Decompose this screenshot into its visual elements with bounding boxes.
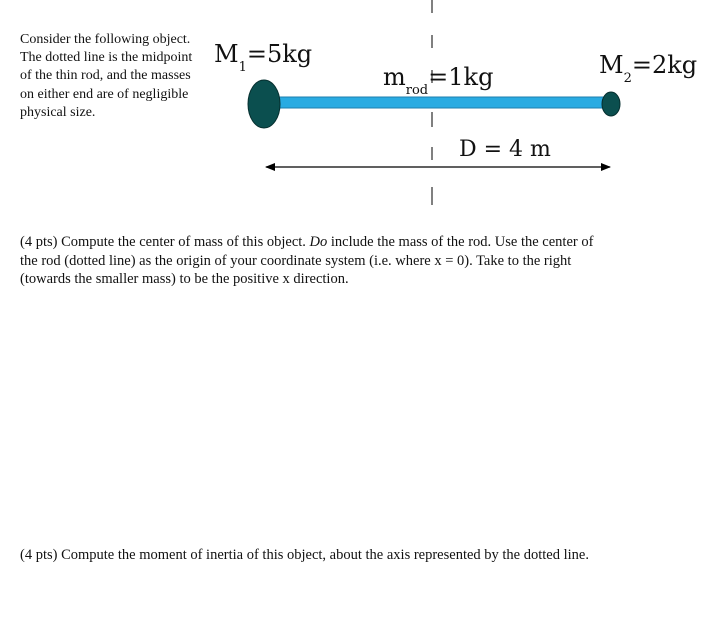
q1-emphasis: Do — [309, 234, 328, 250]
rod-mass-label — [383, 63, 494, 98]
mass-m1-value: =5kg — [246, 40, 313, 68]
question-moment-of-inertia: (4 pts) Compute the moment of inertia of this object, about the axis represented by the dotted line. — [20, 547, 589, 563]
rod-mass-symbol: m — [383, 63, 406, 91]
question-center-of-mass — [20, 233, 600, 289]
mass-m1-subscript: 1 — [238, 60, 247, 75]
mass-m1-label — [214, 40, 313, 75]
q1-text-end: include the mass of the rod. Use the center of the rod (dotted line) as the origin of your coordinate system (i.e. where x = 0). Take to the right (towards the smaller mass) to be the positive x direction. — [20, 234, 594, 287]
thin-rod — [276, 97, 612, 108]
q1-text-start: (4 pts) Compute the center of mass of this object. — [20, 234, 310, 250]
mass-m2-label — [599, 51, 698, 86]
mass-m1-ellipse — [248, 80, 280, 128]
distance-label: D = 4 m — [459, 137, 551, 162]
mass-rod-diagram — [0, 0, 705, 230]
mass-m2-ellipse — [602, 92, 620, 116]
mass-m1-symbol: M — [214, 40, 239, 68]
mass-m2-subscript: 2 — [623, 71, 632, 86]
mass-m2-value: =2kg — [631, 51, 698, 79]
mass-m2-symbol: M — [599, 51, 624, 79]
rod-mass-subscript: rod — [405, 83, 429, 98]
rod-mass-value: =1kg — [428, 63, 494, 91]
problem-intro-text: Consider the following object. The dotted line is the midpoint of the thin rod, and the masses on either end are of negligible physical size. — [20, 32, 193, 120]
